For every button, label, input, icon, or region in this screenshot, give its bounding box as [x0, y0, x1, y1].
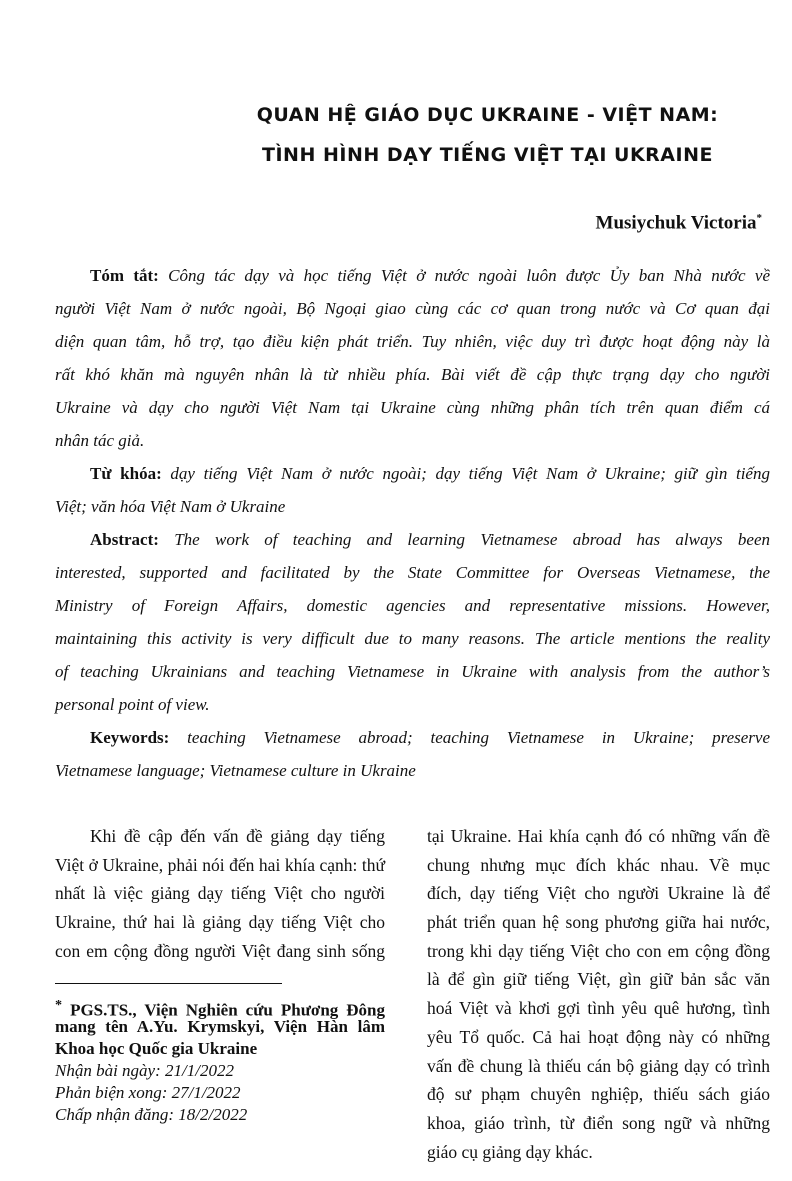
- text-line-content: Ministry of Foreign Affairs, domestic agencies and representative missions. However,: [55, 596, 770, 615]
- text-line: [55, 556, 770, 589]
- body-line: vấn đề chung là thiếu cán bộ giảng dạy có trình: [427, 1055, 770, 1076]
- footnote-divider: [55, 983, 282, 984]
- body-line: yêu Tổ quốc. Cả hai hoạt động này có những: [427, 1026, 770, 1047]
- article-title-line-2: TÌNH HÌNH DẠY TIẾNG VIỆT TẠI UKRAINE: [262, 144, 713, 166]
- text-line-content: personal point of view.: [55, 695, 210, 714]
- text-line: [55, 655, 770, 688]
- text-line: [55, 457, 770, 490]
- footnote-affiliation-line: [55, 1016, 385, 1038]
- text-line: [55, 259, 770, 292]
- text-line: [55, 688, 770, 721]
- section-label: Tóm tắt:: [90, 266, 159, 285]
- footnote-affiliation-text: mang tên A.Yu. Krymskyi, Viện Hàn lâm: [55, 1017, 385, 1036]
- text-line-content: nhân tác giả.: [55, 431, 145, 450]
- text-line: [55, 523, 770, 556]
- text-line: [55, 754, 770, 787]
- english-keywords: [55, 721, 770, 787]
- footnote-affiliation-text: Khoa học Quốc gia Ukraine: [55, 1039, 258, 1058]
- body-line: giáo cụ giảng dạy khác.: [427, 1141, 593, 1162]
- body-line: nhất là việc giảng dạy tiếng Việt cho người: [55, 883, 385, 904]
- text-line-content: of teaching Ukrainians and teaching Vietnamese in Ukraine with analysis from the author’s: [55, 662, 770, 681]
- author-name-text: Musiychuk Victoria: [595, 212, 757, 234]
- text-line: [55, 325, 770, 358]
- text-line-content: teaching Vietnamese abroad; teaching Vietnamese in Ukraine; preserve: [169, 728, 770, 747]
- body-line: hoá Việt và khơi gợi tình yêu quê hương, tình: [427, 998, 770, 1019]
- body-line: con em cộng đồng người Việt đang sinh sống: [55, 940, 385, 961]
- body-column-left: [55, 822, 385, 965]
- body-line: trong khi dạy tiếng Việt cho con em cộng đồng: [427, 940, 770, 961]
- text-line-content: Vietnamese language; Vietnamese culture in Ukraine: [55, 761, 416, 780]
- body-line: Việt ở Ukraine, phải nói đến hai khía cạnh: thứ: [55, 854, 385, 875]
- text-line: [55, 721, 770, 754]
- text-line: [55, 424, 770, 457]
- body-column-right: [427, 822, 770, 1166]
- text-line-content: maintaining this activity is very difficult due to many reasons. The article mentions the reality: [55, 629, 770, 648]
- english-abstract: [55, 523, 770, 721]
- text-line: [55, 622, 770, 655]
- vietnamese-summary: [55, 259, 770, 457]
- body-line: độ sư phạm chuyên nghiệp, thiếu sách giáo: [427, 1084, 770, 1105]
- text-line: [55, 358, 770, 391]
- text-line: [55, 589, 770, 622]
- text-line-content: rất khó khăn mà nguyên nhân là từ nhiều phía. Bài viết đề cập thực trạng dạy cho người: [55, 365, 770, 384]
- text-line-content: interested, supported and facilitated by the State Committee for Overseas Vietnamese, the: [55, 563, 770, 582]
- footnote-date-line: Nhận bài ngày: 21/1/2022: [55, 1061, 234, 1080]
- text-line-content: người Việt Nam ở nước ngoài, Bộ Ngoại giao cùng các cơ quan trong nước và Cơ quan đại: [55, 299, 770, 318]
- text-line-content: Công tác dạy và học tiếng Việt ở nước ngoài luôn được Ủy ban Nhà nước về: [158, 266, 771, 285]
- body-line: khoa, giáo trình, từ điển song ngữ và những: [427, 1112, 770, 1133]
- author-name: [596, 212, 762, 234]
- footnote-mark: *: [55, 997, 63, 1013]
- body-line: Khi đề cập đến vấn đề giảng dạy tiếng: [90, 826, 385, 846]
- text-line-content: diện quan tâm, hỗ trợ, tạo điều kiện phát triển. Tuy nhiên, việc duy trì được hoạt động này là: [55, 332, 770, 351]
- text-line: [55, 490, 770, 523]
- text-line-content: dạy tiếng Việt Nam ở nước ngoài; dạy tiếng Việt Nam ở Ukraine; giữ gìn tiếng: [161, 464, 770, 483]
- article-title-line-1: QUAN HỆ GIÁO DỤC UKRAINE - VIỆT NAM:: [256, 104, 719, 126]
- vietnamese-keywords: [55, 457, 770, 523]
- body-line: tại Ukraine. Hai khía cạnh đó có những vấn đề: [427, 826, 770, 846]
- body-line: chung nhưng mục đích khác nhau. Về mục: [427, 854, 770, 875]
- section-label: Keywords:: [90, 728, 170, 747]
- footnote-date-line: Chấp nhận đăng: 18/2/2022: [55, 1105, 248, 1124]
- text-line-content: Ukraine và dạy cho người Việt Nam tại Ukraine cùng những phân tích trên quan điểm cá: [55, 398, 770, 417]
- footnote-date-line: Phản biện xong: 27/1/2022: [55, 1083, 241, 1102]
- text-line: [55, 292, 770, 325]
- footnote-affiliation-line: [55, 1038, 385, 1060]
- body-line: Ukraine, thứ hai là giảng dạy tiếng Việt cho: [55, 912, 385, 933]
- section-label: Abstract:: [90, 530, 159, 549]
- text-line-content: Việt; văn hóa Việt Nam ở Ukraine: [55, 497, 286, 516]
- author-footnote-mark: *: [756, 212, 762, 224]
- body-line: phát triển quan hệ song phương giữa hai nước,: [427, 912, 770, 933]
- footnote-affiliation-text: PGS.TS., Viện Nghiên cứu Phương Đông: [62, 1000, 385, 1020]
- text-line: [55, 391, 770, 424]
- body-line: đích, dạy tiếng Việt cho người Ukraine là để: [427, 883, 770, 904]
- text-line-content: The work of teaching and learning Vietnamese abroad has always been: [158, 530, 770, 549]
- footnote-affiliation-line: [55, 994, 385, 1020]
- author-footnote: [55, 994, 385, 1126]
- section-label: Từ khóa:: [90, 464, 162, 483]
- body-line: là để gìn giữ tiếng Việt, gìn giữ bản sắc văn: [427, 969, 770, 990]
